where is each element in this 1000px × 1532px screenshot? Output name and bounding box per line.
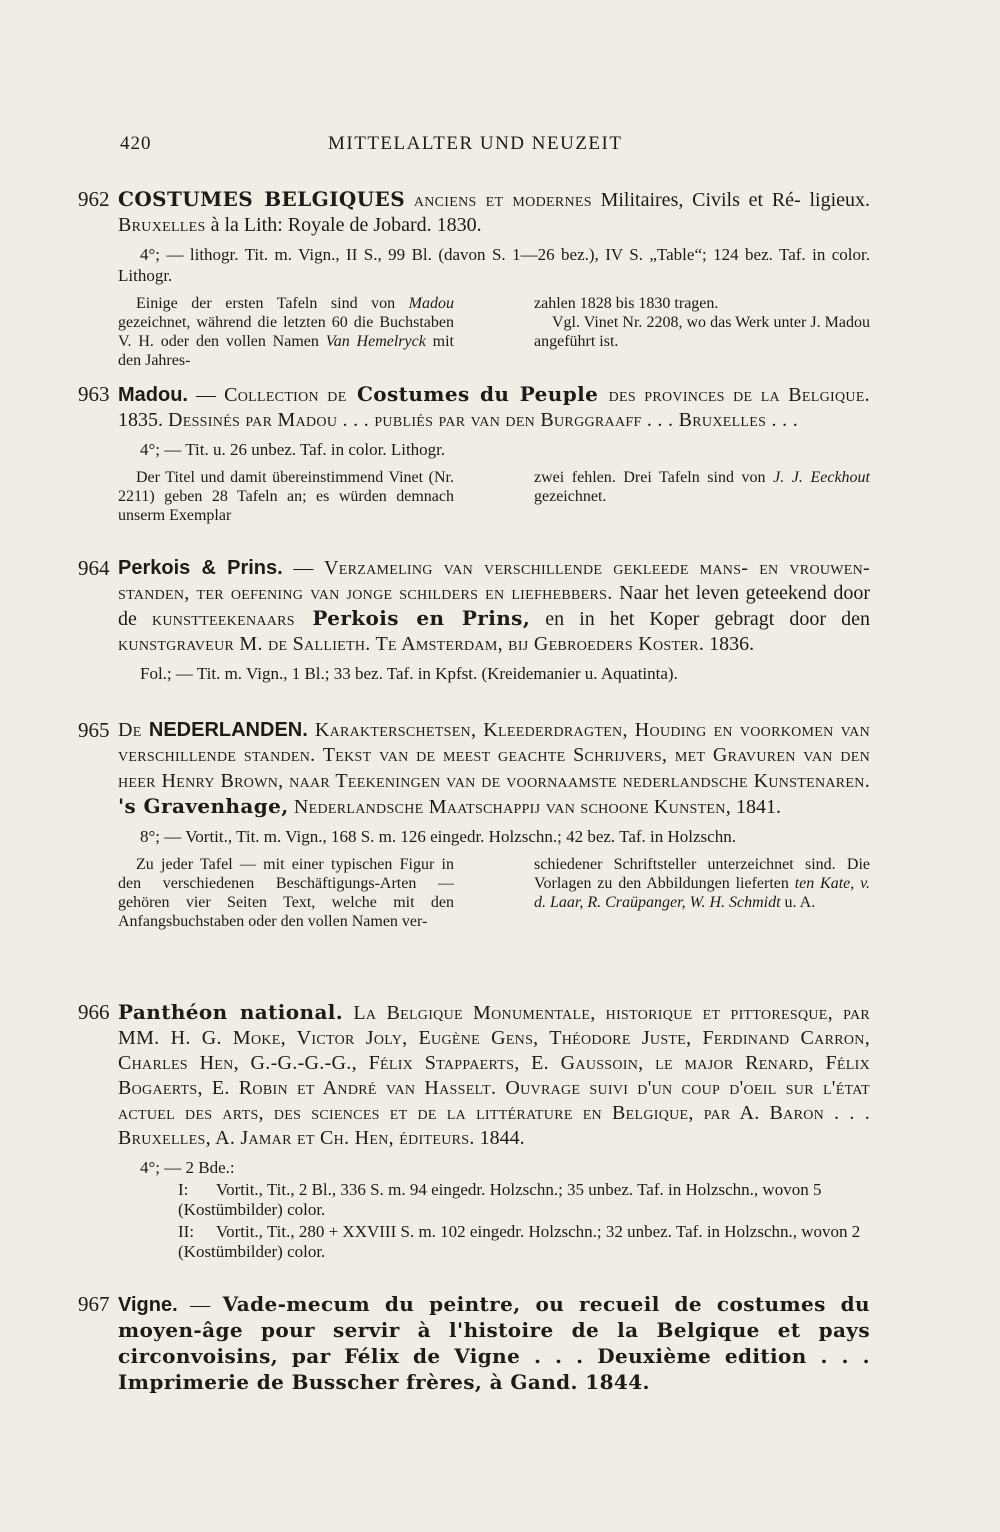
entry-collation: 4°; — lithogr. Tit. m. Vign., II S., 99 Bl. (davon S. 1—26 bez.), IV S. „Table“; 124 bez. Taf. in color. Lithogr. xyxy=(118,245,870,285)
page-header xyxy=(120,133,870,159)
note-right: zahlen 1828 bis 1830 tragen. Vgl. Vinet Nr. 2208, wo das Werk unter J. Madou angeführt ist. xyxy=(534,295,870,350)
entry-collation: 4°; — Tit. u. 26 unbez. Taf. in color. Lithogr. xyxy=(140,440,446,459)
note-right: schiedener Schriftsteller unterzeichnet sind. Die Vorlagen zu den Abbildungen lieferten ten Kate, v. d. Laar, R. Craüpanger, W. H. Schmidt u. A. xyxy=(534,856,870,911)
entry-number: 963 xyxy=(78,382,110,406)
entry-title: Panthéon national. La Belgique Monumentale, historique et pittoresque, par MM. H. G. Moke, Victor Joly, Eugène Gens, Théodore Juste, Ferdinand Carron, Charles Hen, G.-G.-G.-G., Félix Stappaerts, E. Gaussoin, le major Renard, Félix Bogaerts, E. Robin et André van Hasselt. Ouvrage suivi d'un coup d'oeil sur l'état actuel des arts, des sciences et de la littérature en Belgique, par A. Baron . . . Bruxelles, A. Jamar et Ch. Hen, éditeurs. 1844. xyxy=(118,1000,870,1149)
entry-965 xyxy=(78,718,871,931)
note-left: Zu jeder Tafel — mit einer typischen Figur in den verschiedenen Beschäftigungs-Arten — gehören vier Seiten Text, welche mit den Anfangsbuchstaben oder den vollen Namen ver- xyxy=(118,856,454,930)
entry-967 xyxy=(78,1292,870,1396)
page-number: 420 xyxy=(120,133,152,154)
entry-notes xyxy=(118,855,870,931)
entry-number: 966 xyxy=(78,1000,110,1024)
entry-966 xyxy=(78,1000,870,1262)
volume-2: II: Vortit., Tit., 280 + XXVIII S. m. 102 eingedr. Holzschn.; 32 unbez. Taf. in Holzschn., wovon 2 (Kostümbilder) color. xyxy=(178,1222,861,1261)
entry-collation: 4°; — 2 Bde.: xyxy=(140,1158,235,1177)
entry-title: De NEDERLANDEN. Karakterschetsen, Kleederdragten, Houding en voorkomen van verschillende standen. Tekst van de meest geachte Schrijvers, met Gravuren van den heer Henry Brown, naar Teekeningen van de voornaamste nederlandsche Kunstenaren. 's Gravenhage, Nederlandsche Maatschappij van schoone Kunsten, 1841. xyxy=(118,719,871,818)
entry-notes xyxy=(118,468,870,525)
entry-963 xyxy=(78,382,870,525)
note-right: zwei fehlen. Drei Tafeln sind von J. J. Eeckhout gezeichnet. xyxy=(534,469,870,505)
entry-collation: Fol.; — Tit. m. Vign., 1 Bl.; 33 bez. Taf. in Kpfst. (Kreidemanier u. Aquatinta). xyxy=(140,664,678,683)
entry-collation: 8°; — Vortit., Tit. m. Vign., 168 S. m. 126 eingedr. Holzschn.; 42 bez. Taf. in Holzschn. xyxy=(140,827,736,846)
note-left: Einige der ersten Tafeln sind von Madou gezeichnet, während die letzten 60 die Buchstaben V. H. oder den vollen Namen Van Hemelryck mit den Jahres- xyxy=(118,295,455,369)
running-title: MITTELALTER UND NEUZEIT xyxy=(328,133,623,154)
entry-number: 967 xyxy=(78,1292,110,1316)
entry-title: Perkois & Prins. — Verzameling van verschillende gekleede mans- en vrouwen-standen, ter oefening van jonge schilders en liefhebbers. Naar het leven geteekend door de kunstteekenaars Perkois en Prins, en in het Koper gebragt door den kunstgraveur M. de Sallieth. Te Amsterdam, bij Gebroeders Koster. 1836. xyxy=(118,557,870,655)
entry-number: 962 xyxy=(78,187,110,211)
volume-1: I: Vortit., Tit., 2 Bl., 336 S. m. 94 eingedr. Holzschn.; 35 unbez. Taf. in Holzschn., wovon 5 (Kostümbilder) color. xyxy=(178,1180,822,1219)
entry-962 xyxy=(78,187,871,370)
note-left: Der Titel und damit übereinstimmend Vinet (Nr. 2211) geben 28 Tafeln an; es würden demnach unserm Exemplar xyxy=(118,469,454,524)
entry-number: 965 xyxy=(78,718,110,742)
entry-notes xyxy=(118,294,870,370)
entry-title: COSTUMES BELGIQUES anciens et modernes Militaires, Civils et Ré- ligieux. Bruxelles à la Lith: Royale de Jobard. 1830. xyxy=(118,187,871,236)
entry-title: Madou. — Collection de Costumes du Peuple des provinces de la Belgique. 1835. Dessinés par Madou . . . publiés par van den Burggraaff . . . Bruxelles . . . xyxy=(118,382,870,431)
entry-number: 964 xyxy=(78,556,110,580)
entry-title: Vigne. — Vade-mecum du peintre, ou recueil de costumes du moyen-âge pour servir à l'histoire de la Belgique et pays circonvoisins, par Félix de Vigne . . . Deuxième edition . . . Imprimerie de Busscher frères, à Gand. 1844. xyxy=(118,1292,870,1394)
entry-964 xyxy=(78,556,870,684)
